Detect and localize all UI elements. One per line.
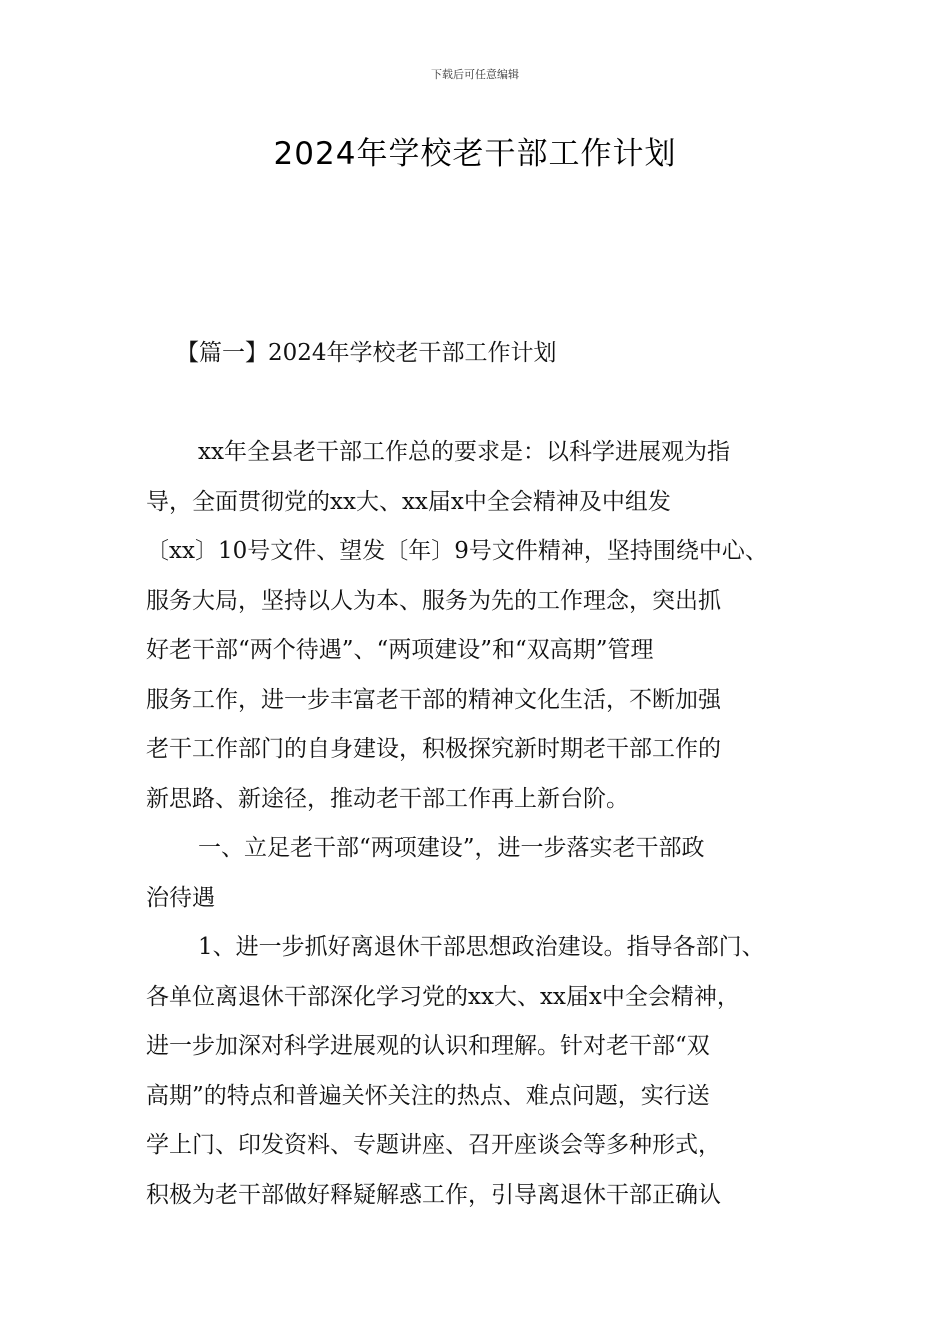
paragraph-line: 各单位离退休干部深化学习党的xx大、xx届x中全会精神， — [146, 983, 740, 1010]
paragraph-line: 治待遇 — [146, 884, 215, 911]
paragraph-1 — [146, 428, 811, 824]
document-body — [146, 428, 811, 1220]
paragraph-line: 1、进一步抓好离退休干部思想政治建设。指导各部门、 — [198, 934, 765, 960]
paragraph-line: 服务工作，进一步丰富老干部的精神文化生活，不断加强 — [146, 686, 721, 713]
paragraph-line: 高期”的特点和普遍关怀关注的热点、难点问题，实行送 — [146, 1082, 710, 1109]
paragraph-line: 服务大局，坚持以人为本、服务为先的工作理念，突出抓 — [146, 587, 721, 614]
paragraph-line: 积极为老干部做好释疑解惑工作，引导离退休干部正确认 — [146, 1181, 721, 1208]
paragraph-2 — [146, 824, 811, 923]
page-header-note: 下载后可任意编辑 — [431, 68, 519, 81]
paragraph-line: 一、立足老干部“两项建设”，进一步落实老干部政 — [198, 835, 705, 861]
paragraph-3 — [146, 923, 811, 1220]
paragraph-line: 导，全面贯彻党的xx大、xx届x中全会精神及中组发 — [146, 488, 671, 515]
section-heading: 【篇一】2024年学校老干部工作计划 — [176, 340, 557, 366]
paragraph-line: 〔xx〕10号文件、望发〔年〕9号文件精神，坚持围绕中心、 — [146, 538, 768, 564]
paragraph-line: xx年全县老干部工作总的要求是：以科学进展观为指 — [198, 439, 730, 465]
paragraph-line: 老干工作部门的自身建设，积极探究新时期老干部工作的 — [146, 736, 721, 762]
paragraph-line: 学上门、印发资料、专题讲座、召开座谈会等多种形式， — [146, 1132, 721, 1158]
paragraph-line: 进一步加深对科学进展观的认识和理解。针对老干部“双 — [146, 1033, 710, 1059]
paragraph-line: 新思路、新途径，推动老干部工作再上新台阶。 — [146, 785, 629, 812]
document-title: 2024年学校老干部工作计划 — [273, 136, 677, 172]
paragraph-line: 好老干部“两个待遇”、“两项建设”和“双高期”管理 — [146, 637, 654, 663]
